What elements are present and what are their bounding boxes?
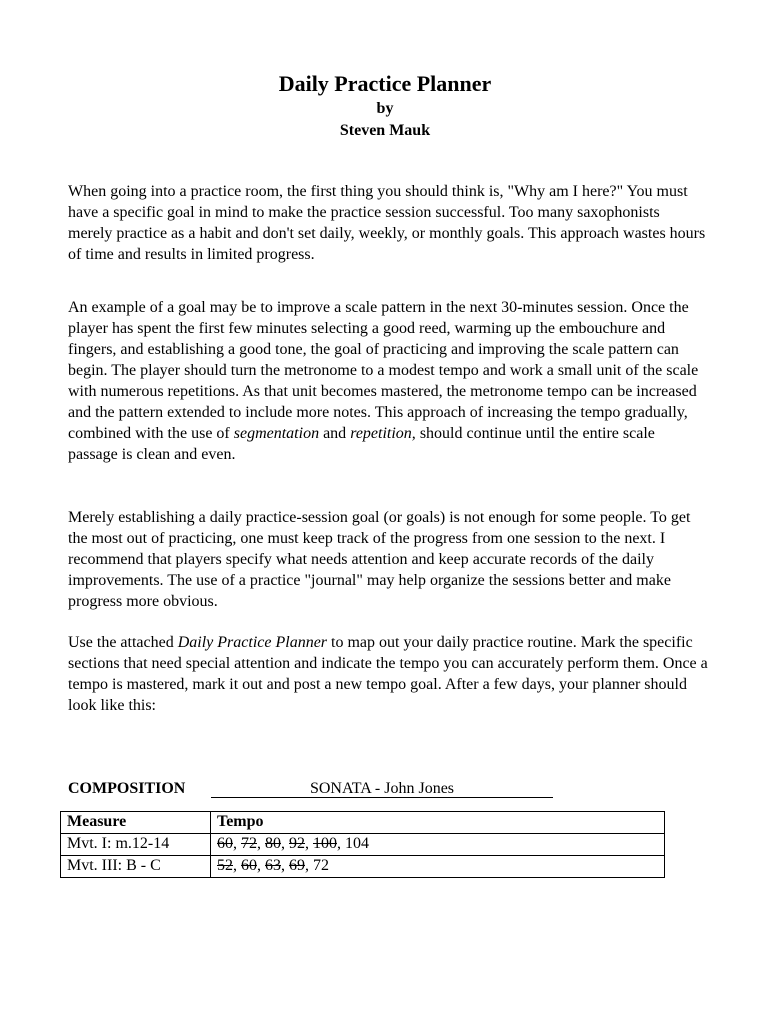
emphasis-planner-title: Daily Practice Planner xyxy=(177,634,328,651)
struck-tempo: 60 xyxy=(241,857,257,874)
tempo-cell: 52, 60, 63, 69, 72 xyxy=(211,856,665,878)
table-header-row xyxy=(61,812,665,834)
measure-header: Measure xyxy=(61,812,211,834)
conjunction-and: and xyxy=(319,425,351,442)
current-tempo: 104 xyxy=(345,835,369,852)
struck-tempo: 69 xyxy=(289,857,305,874)
current-tempo: 72 xyxy=(313,857,329,874)
tempo-header: Tempo xyxy=(211,812,665,834)
document-header xyxy=(0,70,770,142)
tempo-cell: 60, 72, 80, 92, 100, 104 xyxy=(211,834,665,856)
emphasis-repetition: repetition, xyxy=(350,425,416,442)
table-row xyxy=(61,856,665,878)
composition-label: COMPOSITION xyxy=(68,780,186,797)
struck-tempo: 80 xyxy=(265,835,281,852)
byline-by: by xyxy=(376,100,394,117)
emphasis-segmentation: segmentation xyxy=(233,425,320,442)
paragraph-goal-example xyxy=(68,297,708,465)
struck-tempo: 52 xyxy=(217,857,233,874)
struck-tempo: 63 xyxy=(265,857,281,874)
struck-tempo: 60 xyxy=(217,835,233,852)
paragraph-purpose xyxy=(68,181,708,265)
table-row xyxy=(61,834,665,856)
struck-tempo: 100 xyxy=(313,835,337,852)
composition-value: SONATA - John Jones xyxy=(211,778,553,798)
paragraph-goal-example-text: An example of a goal may be to improve a scale pattern in the next 30-minutes session. Once the player has spent the first few minutes selecting a good reed, warming up the embouchure and fingers, and establishing a good tone, the goal of practicing and improving the scale pattern can begin. The player should turn the metronome to a modest tempo and work a small unit of the scale with numerous repetitions. As that unit becomes mastered, the metronome tempo can be increased and the pattern extended to include more notes. This approach of increasing the tempo gradually, combined with the use of xyxy=(68,299,699,442)
practice-planner-table xyxy=(60,811,665,878)
measure-cell: Mvt. I: m.12-14 xyxy=(61,834,211,856)
struck-tempo: 92 xyxy=(289,835,305,852)
paragraph-planner-usage-start: Use the attached xyxy=(68,634,178,651)
paragraph-planner-usage xyxy=(68,632,708,716)
paragraph-planner-usage-end: to map out your daily practice routine. Mark the specific sections that need special attention and indicate the tempo you can accurately perform them. Once a tempo is mastered, mark it out and post a new tempo goal. After a few days, your planner should look like this: xyxy=(68,634,708,714)
paragraph-tracking xyxy=(68,507,708,612)
author-name: Steven Mauk xyxy=(339,122,431,139)
measure-cell: Mvt. III: B - C xyxy=(61,856,211,878)
paragraph-tracking-text: Merely establishing a daily practice-session goal (or goals) is not enough for some people. To get the most out of practicing, one must keep track of the progress from one session to the next. I recommend that players specify what needs attention and keep accurate records of the daily improvements. The use of a practice "journal" may help organize the sessions better and make progress more obvious. xyxy=(68,509,691,610)
struck-tempo: 72 xyxy=(241,835,257,852)
paragraph-purpose-text: When going into a practice room, the first thing you should think is, "Why am I here?" You must have a specific goal in mind to make the practice session successful. Too many saxophonists merely practice as a habit and don't set daily, weekly, or monthly goals. This approach wastes hours of time and results in limited progress. xyxy=(68,183,706,263)
paragraph-goal-example-end: should continue until the entire scale passage is clean and even. xyxy=(68,425,655,463)
document-title: Daily Practice Planner xyxy=(278,71,492,96)
